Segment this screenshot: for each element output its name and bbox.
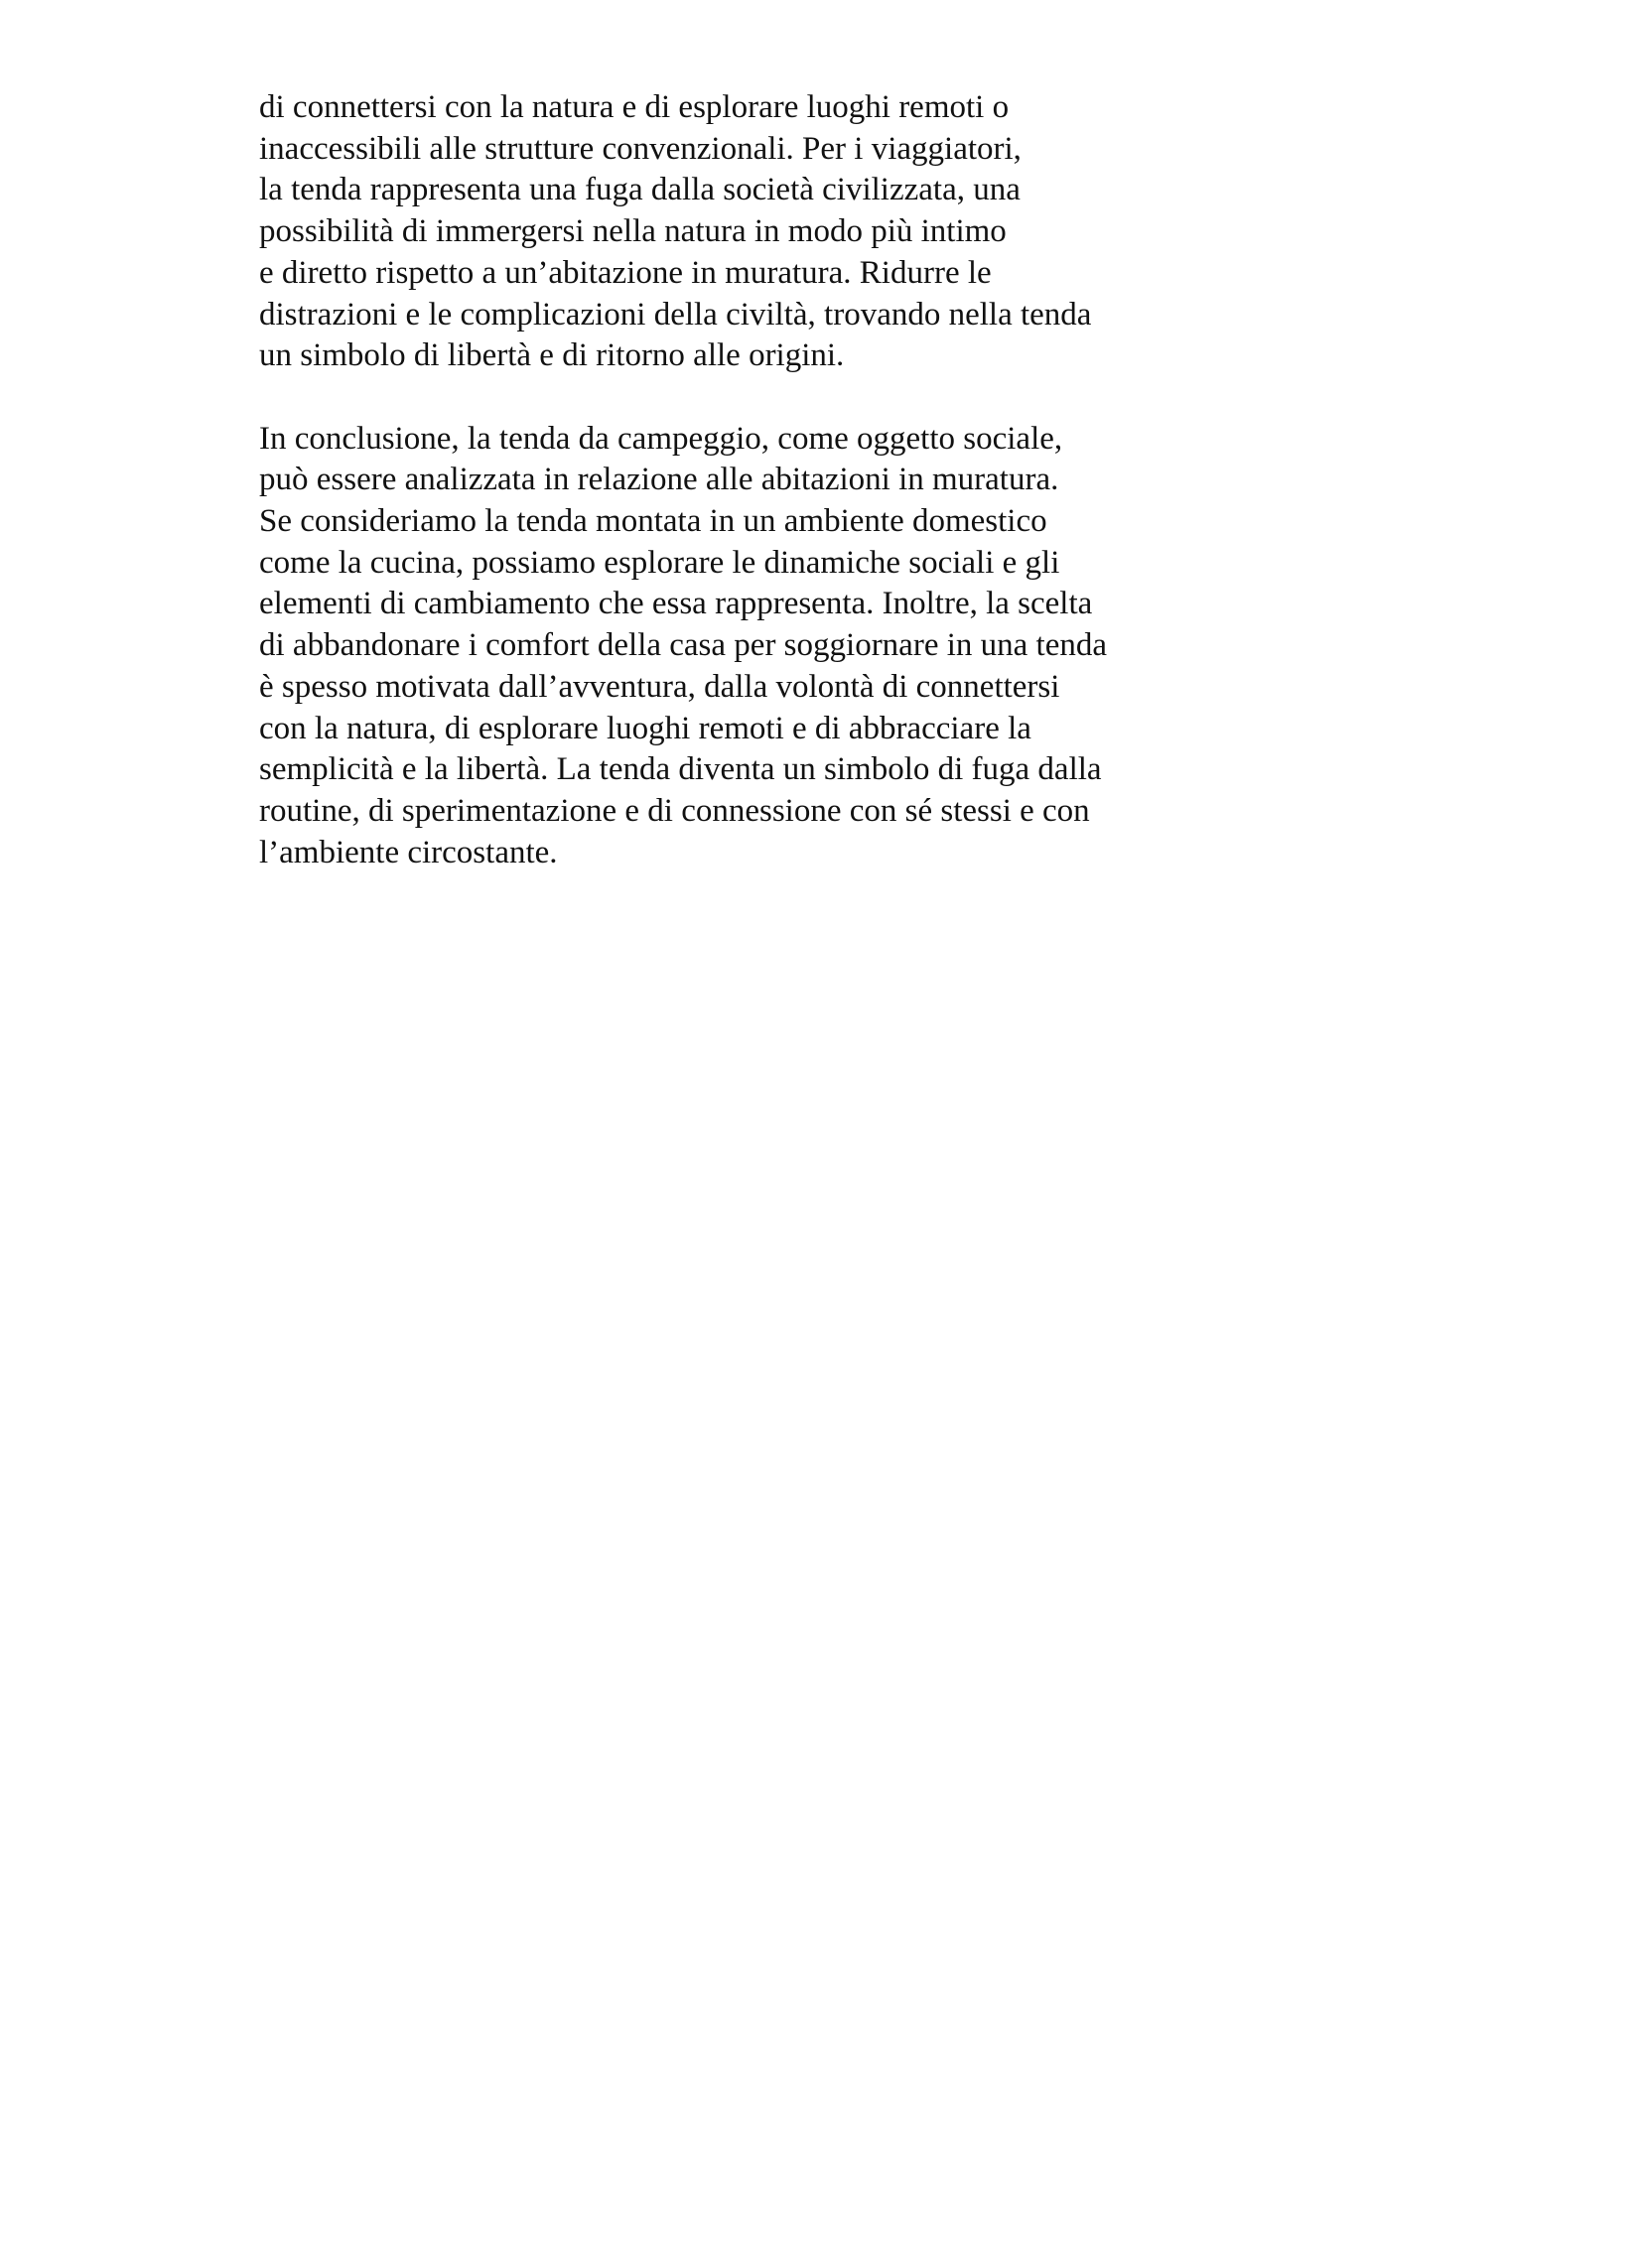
text-line: come la cucina, possiamo esplorare le dinamiche sociali e gli [259, 544, 1060, 581]
body-text [259, 87, 1212, 873]
text-line: di connettersi con la natura e di esplorare luoghi remoti o [259, 89, 1010, 125]
text-line: semplicità e la libertà. La tenda diventa un simbolo di fuga dalla [259, 751, 1102, 788]
paragraph-continuation [259, 87, 1212, 377]
text-line: In conclusione, la tenda da campeggio, come oggetto sociale, [259, 420, 1063, 457]
text-line: di abbandonare i comfort della casa per soggiornare in una tenda [259, 627, 1107, 664]
text-line: Se consideriamo la tenda montata in un ambiente domestico [259, 503, 1047, 540]
text-line: con la natura, di esplorare luoghi remoti e di abbracciare la [259, 710, 1031, 746]
text-line: possibilità di immergersi nella natura in modo più intimo [259, 213, 1007, 250]
text-line: routine, di sperimentazione e di connessione con sé stessi e con [259, 792, 1090, 829]
text-line: può essere analizzata in relazione alle abitazioni in muratura. [259, 462, 1059, 498]
text-line: l’ambiente circostante. [259, 834, 558, 870]
text-line: è spesso motivata dall’avventura, dalla volontà di connettersi [259, 668, 1060, 705]
text-line: e diretto rispetto a un’abitazione in muratura. Ridurre le [259, 254, 992, 291]
text-line: un simbolo di libertà e di ritorno alle origini. [259, 337, 845, 374]
text-line: la tenda rappresenta una fuga dalla società civilizzata, una [259, 172, 1021, 208]
text-line: distrazioni e le complicazioni della civiltà, trovando nella tenda [259, 296, 1092, 333]
text-line: inaccessibili alle strutture convenzionali. Per i viaggiatori, [259, 130, 1022, 167]
paragraph-conclusion [259, 419, 1212, 874]
text-line: elementi di cambiamento che essa rappresenta. Inoltre, la scelta [259, 586, 1093, 622]
